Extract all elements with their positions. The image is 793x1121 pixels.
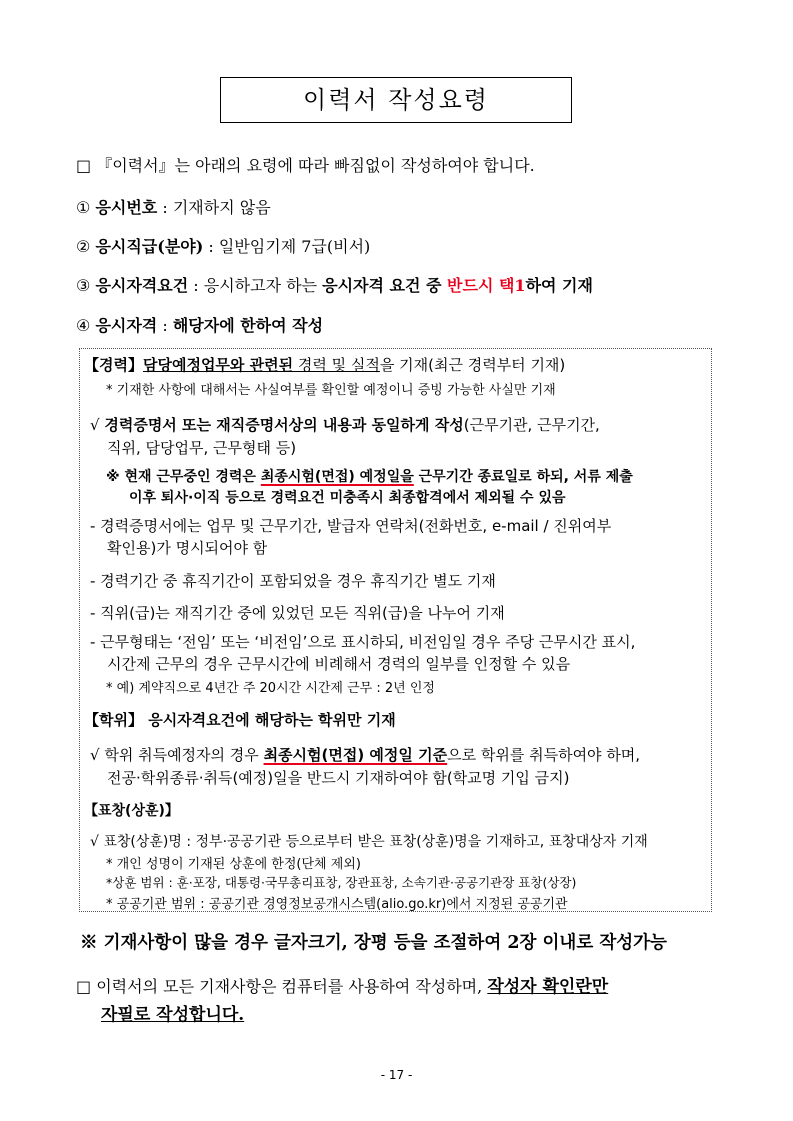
closing-line2: 자필로 작성합니다. — [101, 1005, 245, 1025]
career-heading — [84, 354, 565, 375]
career-dash1-line2: 확인용)가 명시되어야 함 — [107, 539, 268, 557]
career-dash4-line1: - 근무형태는 ‘전임’ 또는 ‘비전임’으로 표시하되, 비전임일 경우 주당 근무시간 표시, — [90, 633, 636, 651]
item-num: ② — [76, 237, 91, 256]
check-icon: √ — [90, 834, 99, 850]
page-number: - 17 - — [380, 1068, 413, 1082]
notice-line: ※ 기재사항이 많을 경우 글자크기, 장평 등을 조절하여 2장 이내로 작성가능 — [80, 933, 667, 953]
career-note: * 기재한 사항에 대해서는 사실여부를 확인할 예정이니 증빙 가능한 사실만 기재 — [106, 383, 556, 398]
career-check-rest: (근무기관, 근무기간, — [463, 416, 600, 434]
career-dash1-line1: - 경력증명서에는 업무 및 근무기간, 발급자 연락처(전화번호, e-mail / 진위여부 — [90, 517, 612, 535]
item-exam-number — [76, 195, 271, 218]
career-check-line2: 직위, 담당업무, 근무형태 등) — [107, 439, 297, 457]
award-note1: * 개인 성명이 기재된 상훈에 한정(단체 제외) — [106, 857, 361, 872]
career-warning-line1 — [106, 466, 633, 486]
career-heading-tag: 【경력】 — [84, 356, 143, 374]
intro-line — [76, 153, 535, 176]
career-check-bold: 경력증명서 또는 재직증명서상의 내용과 동일하게 작성 — [104, 416, 464, 434]
check-icon: √ — [90, 746, 100, 764]
item-qualification — [76, 313, 323, 336]
checkbox-bullet: □ — [76, 977, 92, 996]
closing-underline: 작성자 확인란만 — [487, 977, 609, 997]
career-dash4-line2: 시간제 근무의 경우 근무시간에 비례해서 경력의 일부를 인정할 수 있음 — [107, 655, 571, 673]
item-label: 응시자격 — [95, 316, 158, 335]
award-line — [90, 831, 648, 851]
intro-text: 『이력서』는 아래의 요령에 따라 빠짐없이 작성하여야 합니다. — [96, 156, 535, 175]
degree-underline: 최종시험(면접) 예정일 기준 — [263, 746, 448, 764]
warn-text: 근무기간 종료일로 하되, 서류 제출 — [413, 469, 633, 485]
closing-text: 이력서의 모든 기재사항은 컴퓨터를 사용하여 작성하며, — [96, 977, 488, 996]
degree-line1 — [90, 744, 640, 765]
career-dash3: - 직위(급)는 재직기간 중에 있었던 모든 직위(급)을 나누어 기재 — [90, 604, 505, 622]
item-sep: : — [157, 316, 173, 335]
degree-text: 으로 학위를 취득하여야 하며, — [447, 746, 641, 764]
item-sep: : — [203, 237, 219, 256]
degree-line2: 전공·학위종류·취득(예정)일을 반드시 기재하여야 함(학교명 기입 금지) — [107, 769, 570, 787]
career-heading-bold: 담당예정업무와 관련된 — [142, 356, 294, 374]
career-example: * 예) 계약직으로 4년간 주 20시간 시간제 근무 : 2년 인정 — [106, 681, 435, 696]
item-num: ③ — [76, 276, 91, 295]
warn-text: ※ 현재 근무중인 경력은 — [106, 469, 261, 485]
item-qualification-req — [76, 273, 593, 296]
career-heading-rest: 을 기재(최근 경력부터 기재) — [379, 356, 566, 374]
career-dash2: - 경력기간 중 휴직기간이 포함되었을 경우 휴직기간 별도 기재 — [90, 572, 496, 590]
item-text: 해당자에 한하여 작성 — [172, 316, 324, 335]
item-text-red: 반드시 택1 — [447, 276, 526, 295]
degree-heading: 【학위】 응시자격요건에 해당하는 학위만 기재 — [84, 711, 396, 729]
item-text: 기재하지 않음 — [172, 198, 271, 217]
check-icon: √ — [90, 416, 100, 434]
item-text: 일반임기제 7급(비서) — [218, 237, 371, 256]
career-warning-line2: 이후 퇴사·이직 등으로 경력요건 미충족시 최종합격에서 제외될 수 있음 — [129, 490, 566, 506]
award-note2: *상훈 범위 : 훈·포장, 대통령·국무총리표창, 장관표창, 소속기관·공공기관장 표창(상장) — [106, 875, 577, 890]
item-label: 응시직급(분야) — [95, 237, 204, 256]
item-label: 응시자격요건 — [95, 276, 189, 295]
item-num: ① — [76, 198, 91, 217]
career-heading-underline: 경력 및 실적 — [293, 356, 380, 374]
degree-text: 학위 취득예정자의 경우 — [104, 746, 264, 764]
page-title: 이력서 작성요령 — [220, 77, 572, 123]
item-num: ④ — [76, 316, 91, 335]
warn-underline: 최종시험(면접) 예정일을 — [260, 469, 414, 485]
award-text: 표창(상훈)명 : 정부·공공기관 등으로부터 받은 표창(상훈)명을 기재하고, 표창대상자 기재 — [103, 834, 648, 850]
item-text-bold: 하여 기재 — [525, 276, 593, 295]
item-label: 응시번호 — [95, 198, 158, 217]
checkbox-bullet: □ — [76, 156, 92, 175]
item-sep: : — [188, 276, 204, 295]
item-text-bold: 응시자격 요건 중 — [322, 276, 448, 295]
career-check-line1 — [90, 414, 600, 435]
item-text: 응시하고자 하는 — [203, 276, 323, 295]
item-position — [76, 234, 370, 257]
closing-line1 — [76, 972, 608, 997]
item-sep: : — [157, 198, 173, 217]
award-heading: 【표창(상훈)】 — [84, 803, 179, 819]
award-note3: * 공공기관 범위 : 공공기관 경영정보공개시스템(alio.go.kr)에서 지정된 공공기관 — [106, 897, 568, 912]
